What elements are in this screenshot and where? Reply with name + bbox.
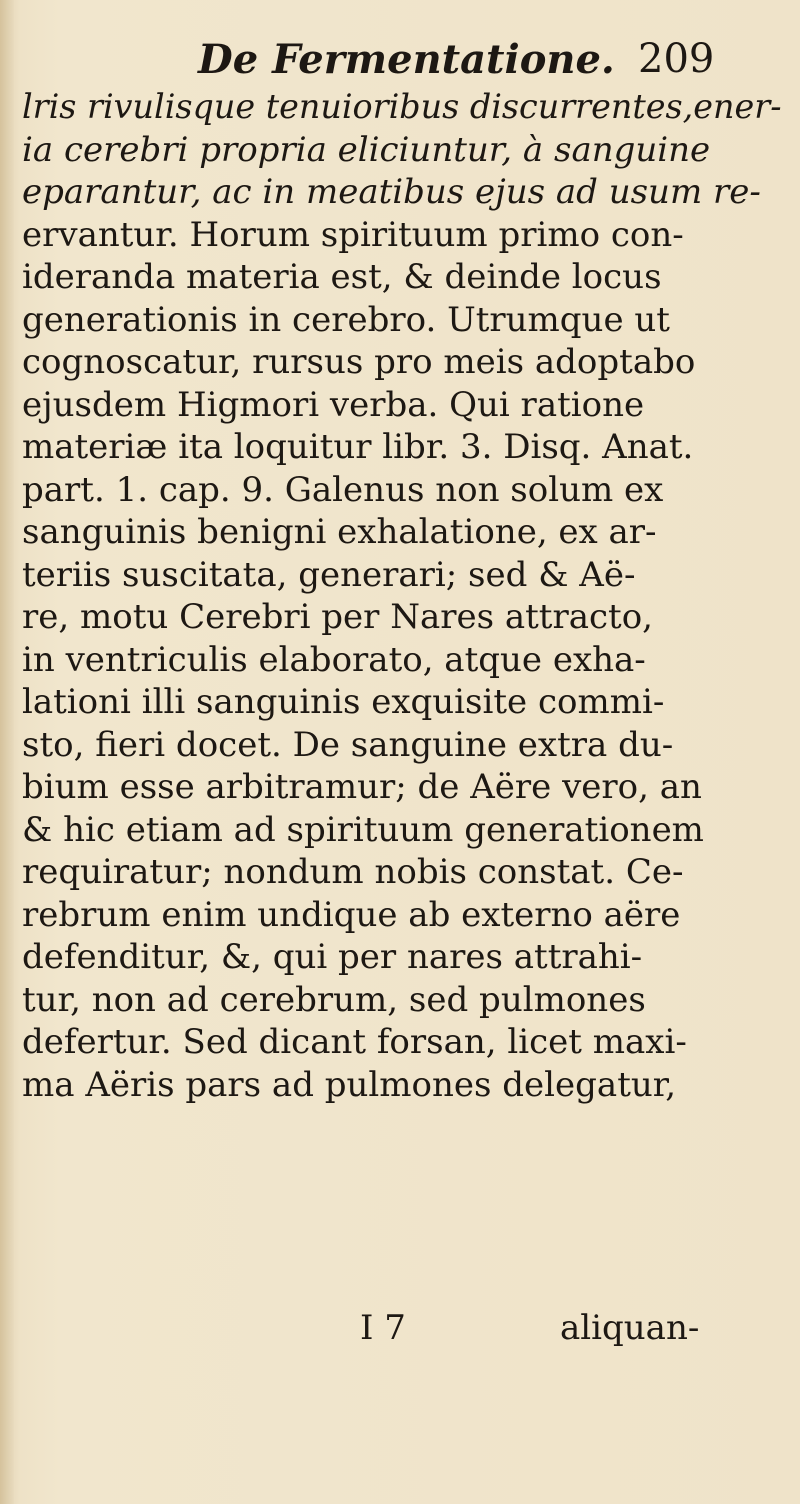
text-line: lationi illi sanguinis exquisite commi-: [22, 682, 665, 722]
text-line: cognoscatur, rursus pro meis adoptabo: [22, 342, 696, 382]
text-line: materiæ ita loquitur libr. 3. Disq. Anat.: [22, 427, 694, 467]
page-gutter: [0, 0, 14, 1504]
text-line: re, motu Cerebri per Nares attracto,: [22, 597, 653, 637]
text-line: teriis suscitata, generari; sed & Aë-: [22, 554, 636, 595]
text-line: in ventriculis elaborato, atque exha-: [22, 639, 646, 680]
text-line: sanguinis benigni exhalatione, ex ar-: [22, 512, 657, 552]
text-line: ma Aëris pars ad pulmones delegatur,: [22, 1064, 677, 1105]
text-line: ideranda materia est, & deinde locus: [22, 257, 662, 297]
catchword: aliquan-: [560, 1308, 700, 1348]
text-line: part. 1. cap. 9. Galenus non solum ex: [22, 469, 664, 510]
body-text: [22, 86, 782, 1106]
text-line: eparantur, ac in meatibus ejus ad usum re-: [22, 172, 761, 212]
text-line: defertur. Sed dicant forsan, licet maxi-: [22, 1022, 687, 1062]
signature-mark: I 7: [360, 1308, 406, 1348]
text-line: generationis in cerebro. Utrumque ut: [22, 299, 670, 340]
text-line: defenditur, &, qui per nares attrahi-: [22, 937, 643, 977]
text-line: ia cerebri propria eliciuntur, à sanguine: [22, 129, 711, 170]
text-line: bium esse arbitramur; de Aëre vero, an: [22, 767, 702, 807]
text-line: lris rivulisque tenuioribus discurrentes,ener-: [22, 87, 782, 126]
text-line: & hic etiam ad spirituum generationem: [22, 809, 704, 850]
text-line: rebrum enim undique ab externo aëre: [22, 894, 681, 935]
text-line: tur, non ad cerebrum, sed pulmones: [22, 979, 646, 1020]
text-line: requiratur; nondum nobis constat. Ce-: [22, 852, 684, 892]
footer-line: [360, 1308, 780, 1358]
page-number: 209: [638, 36, 715, 82]
text-line: ejusdem Higmori verba. Qui ratione: [22, 384, 645, 425]
running-title: De Fermentatione.: [198, 36, 615, 83]
text-line: ervantur. Horum spirituum primo con-: [22, 214, 684, 255]
text-line: sto, fieri docet. De sanguine extra du-: [22, 724, 674, 765]
